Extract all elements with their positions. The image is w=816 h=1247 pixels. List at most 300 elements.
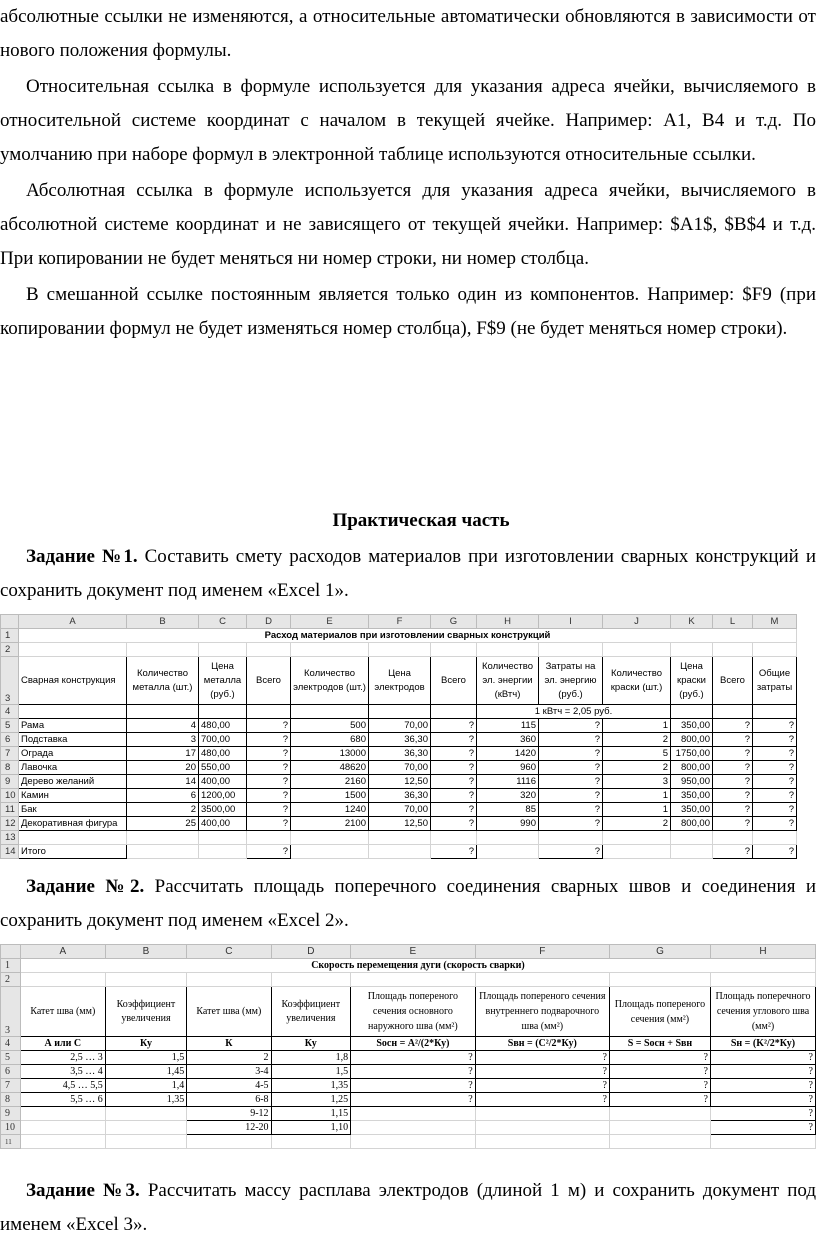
cell[interactable] [431,705,477,719]
table-cell[interactable]: 12,50 [369,817,431,831]
header-cell[interactable]: Площадь попереного сечения (мм²) [609,987,710,1037]
table-cell[interactable]: ? [609,1051,710,1065]
cell[interactable] [713,643,753,657]
header-cell[interactable]: Количество металла (шт.) [127,657,199,705]
table-cell[interactable]: ? [475,1093,609,1107]
table-cell[interactable]: ? [713,775,753,789]
table-cell[interactable]: 1420 [477,747,539,761]
table-cell[interactable]: ? [351,1079,476,1093]
table-cell[interactable]: ? [247,775,291,789]
table-cell[interactable]: 4,5 … 5,5 [20,1079,105,1093]
table-cell[interactable] [475,1107,609,1121]
cell[interactable] [20,973,105,987]
row-header[interactable]: 5 [1,1051,21,1065]
header-cell[interactable]: Всего [431,657,477,705]
cell[interactable] [539,831,603,845]
total-label[interactable]: Итого [19,845,127,859]
table-cell[interactable]: 350,00 [671,719,713,733]
table-cell[interactable]: ? [753,775,797,789]
cell[interactable] [351,1135,476,1149]
table-cell[interactable]: 14 [127,775,199,789]
sheet-title[interactable]: Расход материалов при изготовлении сварных конструкций [19,629,797,643]
formula-cell[interactable]: Ку [105,1037,186,1051]
cell[interactable] [710,1135,815,1149]
table-cell[interactable]: 2 [603,761,671,775]
table-cell[interactable]: 1 [603,789,671,803]
table-cell[interactable]: ? [539,747,603,761]
table-cell[interactable]: Подставка [19,733,127,747]
table-cell[interactable]: 800,00 [671,761,713,775]
formula-cell[interactable]: Sосн = A²/(2*Ку) [351,1037,476,1051]
column-header[interactable]: H [477,615,539,629]
table-cell[interactable]: 12-20 [187,1121,271,1135]
header-cell[interactable]: Цена краски (руб.) [671,657,713,705]
column-header[interactable]: A [19,615,127,629]
table-cell[interactable]: ? [710,1065,815,1079]
table-cell[interactable]: ? [713,817,753,831]
table-cell[interactable]: 3 [603,775,671,789]
column-header[interactable]: G [431,615,477,629]
table-cell[interactable]: 350,00 [671,789,713,803]
table-cell[interactable]: 800,00 [671,733,713,747]
table-cell[interactable]: 17 [127,747,199,761]
table-cell[interactable]: 350,00 [671,803,713,817]
table-cell[interactable]: ? [539,775,603,789]
header-cell[interactable]: Коэффициент увеличения [105,987,186,1037]
table-cell[interactable]: 2160 [291,775,369,789]
table-cell[interactable]: 36,30 [369,747,431,761]
row-header[interactable]: 6 [1,1065,21,1079]
table-cell[interactable]: ? [431,747,477,761]
cell[interactable] [291,831,369,845]
table-cell[interactable]: 115 [477,719,539,733]
table-cell[interactable]: ? [539,789,603,803]
total-value[interactable]: ? [713,845,753,859]
cell[interactable] [247,831,291,845]
cell[interactable] [753,705,797,719]
column-header[interactable]: B [105,945,186,959]
cell[interactable] [603,643,671,657]
table-cell[interactable]: 1 [603,719,671,733]
cell[interactable] [671,831,713,845]
table-cell[interactable]: 1,5 [105,1051,186,1065]
table-cell[interactable]: 550,00 [199,761,247,775]
cell[interactable] [431,831,477,845]
table-cell[interactable]: ? [431,761,477,775]
table-cell[interactable]: 48620 [291,761,369,775]
corner-cell[interactable] [1,615,19,629]
table-cell[interactable] [609,1121,710,1135]
table-cell[interactable]: 480,00 [199,719,247,733]
cell[interactable] [127,845,199,859]
table-cell[interactable]: ? [539,803,603,817]
row-header[interactable]: 3 [1,657,19,705]
table-cell[interactable]: ? [713,719,753,733]
cell[interactable] [475,973,609,987]
row-header[interactable]: 5 [1,719,19,733]
table-cell[interactable]: 1,25 [271,1093,351,1107]
table-cell[interactable]: 360 [477,733,539,747]
header-cell[interactable]: Затраты на эл. энергию (руб.) [539,657,603,705]
table-cell[interactable]: 960 [477,761,539,775]
header-cell[interactable]: Количество электродов (шт.) [291,657,369,705]
formula-cell[interactable]: Sвн = (C²/2*Ку) [475,1037,609,1051]
cell[interactable] [291,705,369,719]
table-cell[interactable]: 1,15 [271,1107,351,1121]
cell[interactable] [247,643,291,657]
header-cell[interactable]: Катет шва (мм) [187,987,271,1037]
table-cell[interactable]: ? [539,817,603,831]
cell[interactable] [19,705,127,719]
table-cell[interactable]: ? [431,775,477,789]
header-cell[interactable]: Всего [713,657,753,705]
column-header[interactable]: B [127,615,199,629]
cell[interactable] [753,643,797,657]
table-cell[interactable]: ? [710,1051,815,1065]
table-cell[interactable]: ? [475,1051,609,1065]
column-header[interactable]: J [603,615,671,629]
cell[interactable] [127,705,199,719]
total-value[interactable]: ? [539,845,603,859]
header-cell[interactable]: Всего [247,657,291,705]
cell[interactable] [369,643,431,657]
table-cell[interactable]: ? [431,803,477,817]
header-row [1,657,797,705]
table-cell[interactable]: 2 [603,817,671,831]
table-cell[interactable]: 320 [477,789,539,803]
table-cell[interactable]: ? [753,747,797,761]
table-cell[interactable]: 3 [127,733,199,747]
cell[interactable] [199,845,247,859]
column-header[interactable]: K [671,615,713,629]
row-header[interactable]: 13 [1,831,19,845]
table-cell[interactable]: 3500,00 [199,803,247,817]
table-cell[interactable]: 2100 [291,817,369,831]
table-cell[interactable]: 1116 [477,775,539,789]
table-cell[interactable]: 2 [127,803,199,817]
task-1 [0,540,816,608]
table-cell[interactable]: ? [247,733,291,747]
table-cell[interactable]: 1,35 [105,1093,186,1107]
total-value[interactable]: ? [753,845,797,859]
cell[interactable] [539,643,603,657]
header-cell[interactable]: Площадь попереного сечения основного наружного шва (мм²) [351,987,476,1037]
table-cell[interactable]: 12,50 [369,775,431,789]
cell[interactable] [603,831,671,845]
total-row [1,845,797,859]
header-cell[interactable]: Количество эл. энергии (кВтч) [477,657,539,705]
table-cell[interactable]: 6-8 [187,1093,271,1107]
table-cell[interactable]: 4 [127,719,199,733]
table-cell[interactable]: Рама [19,719,127,733]
table-cell[interactable]: 85 [477,803,539,817]
column-header[interactable]: E [351,945,476,959]
table-cell[interactable]: 1200,00 [199,789,247,803]
table-cell[interactable]: 1240 [291,803,369,817]
table-cell[interactable]: 680 [291,733,369,747]
row-header[interactable]: 10 [1,1121,21,1135]
column-header[interactable]: F [369,615,431,629]
table-cell[interactable] [351,1121,476,1135]
table-cell[interactable]: 6 [127,789,199,803]
table-cell[interactable]: ? [351,1051,476,1065]
table-cell[interactable]: 3,5 … 4 [20,1065,105,1079]
table-cell[interactable]: 400,00 [199,775,247,789]
cell[interactable] [199,643,247,657]
table-cell[interactable]: Лавочка [19,761,127,775]
column-header[interactable]: C [187,945,271,959]
table-cell[interactable]: ? [247,803,291,817]
cell[interactable] [187,973,271,987]
cell[interactable] [105,1135,186,1149]
cell[interactable] [477,643,539,657]
formula-cell[interactable]: Sн = (K²/2*Ку) [710,1037,815,1051]
table-cell[interactable]: 70,00 [369,761,431,775]
table-cell[interactable]: ? [753,803,797,817]
table-cell[interactable]: 950,00 [671,775,713,789]
row-header[interactable]: 4 [1,1037,21,1051]
table-cell[interactable]: 2 [603,733,671,747]
cell[interactable] [609,1135,710,1149]
cell[interactable] [671,643,713,657]
table-cell[interactable]: 5,5 … 6 [20,1093,105,1107]
formula-cell[interactable]: Ку [271,1037,351,1051]
cell[interactable] [475,1135,609,1149]
table-cell[interactable]: 1 [603,803,671,817]
table-cell[interactable] [351,1107,476,1121]
table-cell[interactable]: ? [475,1065,609,1079]
cell[interactable] [671,845,713,859]
header-cell[interactable]: Катет шва (мм) [20,987,105,1037]
cell[interactable] [199,831,247,845]
table-cell[interactable]: 1,4 [105,1079,186,1093]
table-cell[interactable]: 5 [603,747,671,761]
table-cell[interactable]: 2,5 … 3 [20,1051,105,1065]
header-cell[interactable]: Количество краски (шт.) [603,657,671,705]
row-header[interactable]: 11 [1,1135,21,1149]
header-cell[interactable]: Площадь поперечного сечения углового шва (мм²) [710,987,815,1037]
table-cell[interactable]: Ограда [19,747,127,761]
table-cell[interactable] [20,1107,105,1121]
table-cell[interactable]: ? [713,789,753,803]
table-cell[interactable]: 25 [127,817,199,831]
table-cell[interactable]: ? [753,719,797,733]
cell[interactable] [291,643,369,657]
table-cell[interactable]: ? [713,761,753,775]
table-cell[interactable] [105,1107,186,1121]
table-cell[interactable]: 1,5 [271,1065,351,1079]
table-cell[interactable]: 800,00 [671,817,713,831]
table-cell[interactable]: 70,00 [369,803,431,817]
header-cell[interactable]: Цена электродов [369,657,431,705]
table-cell[interactable]: ? [713,747,753,761]
formula-cell[interactable]: А или С [20,1037,105,1051]
row-header[interactable]: 14 [1,845,19,859]
table-cell[interactable]: ? [713,803,753,817]
table-cell[interactable]: 1,35 [271,1079,351,1093]
table-cell[interactable]: ? [710,1079,815,1093]
column-header[interactable]: E [291,615,369,629]
table-cell[interactable]: 480,00 [199,747,247,761]
row-header[interactable]: 2 [1,643,19,657]
cell[interactable] [713,831,753,845]
table-cell[interactable]: 990 [477,817,539,831]
table-cell[interactable]: ? [247,817,291,831]
column-header[interactable]: I [539,615,603,629]
table-cell[interactable]: 70,00 [369,719,431,733]
cell[interactable] [753,831,797,845]
column-header[interactable]: L [713,615,753,629]
total-value[interactable]: ? [431,845,477,859]
row-header[interactable]: 7 [1,747,19,761]
header-cell[interactable]: Цена металла (руб.) [199,657,247,705]
table-cell[interactable]: 1,10 [271,1121,351,1135]
cell[interactable] [713,705,753,719]
table-cell[interactable]: 9-12 [187,1107,271,1121]
table-cell[interactable]: ? [247,747,291,761]
table-cell[interactable]: ? [351,1093,476,1107]
cell[interactable] [431,643,477,657]
cell[interactable] [19,831,127,845]
row-header[interactable]: 8 [1,761,19,775]
cell[interactable] [351,973,476,987]
energy-rate-note[interactable]: 1 кВтч = 2,05 руб. [477,705,671,719]
corner-cell[interactable] [1,945,21,959]
table-cell[interactable]: ? [713,733,753,747]
table-cell[interactable]: 1500 [291,789,369,803]
table-cell[interactable]: 400,00 [199,817,247,831]
row-header[interactable]: 9 [1,1107,21,1121]
table-cell[interactable]: ? [609,1093,710,1107]
header-cell[interactable]: Общие затраты [753,657,797,705]
table-cell[interactable]: ? [431,733,477,747]
table-cell[interactable]: ? [539,719,603,733]
column-header[interactable]: D [271,945,351,959]
cell[interactable] [271,1135,351,1149]
cell[interactable] [477,845,539,859]
column-header[interactable]: D [247,615,291,629]
column-header[interactable]: G [609,945,710,959]
table-cell[interactable]: ? [475,1079,609,1093]
row-header[interactable]: 9 [1,775,19,789]
cell[interactable] [603,845,671,859]
table-cell[interactable]: ? [247,789,291,803]
cell[interactable] [247,705,291,719]
header-cell[interactable]: Площадь попереного сечения внутреннего подварочного шва (мм²) [475,987,609,1037]
table-cell[interactable]: ? [710,1107,815,1121]
table-cell[interactable]: ? [609,1065,710,1079]
table-cell[interactable]: 4-5 [187,1079,271,1093]
table-cell[interactable]: ? [247,761,291,775]
cell[interactable] [291,845,369,859]
cell[interactable] [19,643,127,657]
table-cell[interactable]: ? [710,1121,815,1135]
table-cell[interactable]: 36,30 [369,733,431,747]
table-cell[interactable]: ? [539,761,603,775]
table-cell[interactable]: 36,30 [369,789,431,803]
sheet-title[interactable]: Скорость перемещения дуги (скорость сварки) [20,959,815,973]
cell[interactable] [105,973,186,987]
column-header[interactable]: A [20,945,105,959]
table-cell[interactable]: ? [753,761,797,775]
table-cell[interactable]: 3-4 [187,1065,271,1079]
total-value[interactable]: ? [247,845,291,859]
table-cell[interactable]: 500 [291,719,369,733]
table-cell[interactable]: ? [351,1065,476,1079]
header-cell[interactable]: Коэффициент увеличения [271,987,351,1037]
row-header[interactable]: 1 [1,629,19,643]
cell[interactable] [609,973,710,987]
row-header[interactable]: 3 [1,987,21,1037]
row-header[interactable]: 4 [1,705,19,719]
table-cell[interactable]: 1,8 [271,1051,351,1065]
table-cell[interactable]: 2 [187,1051,271,1065]
row-header[interactable]: 2 [1,973,21,987]
table-cell[interactable]: ? [247,719,291,733]
table-cell[interactable] [475,1121,609,1135]
cell[interactable] [127,643,199,657]
table-cell[interactable]: Декоративная фигура [19,817,127,831]
row-header[interactable]: 7 [1,1079,21,1093]
formula-cell[interactable]: S = Sосн + Sвн [609,1037,710,1051]
row-header[interactable]: 1 [1,959,21,973]
column-header[interactable]: H [710,945,815,959]
column-header[interactable]: C [199,615,247,629]
cell[interactable] [271,973,351,987]
table-cell[interactable]: ? [431,789,477,803]
table-cell[interactable]: 20 [127,761,199,775]
table-cell[interactable]: ? [539,733,603,747]
table-cell[interactable]: ? [609,1079,710,1093]
table-cell[interactable]: 1750,00 [671,747,713,761]
table-cell[interactable] [20,1121,105,1135]
cell[interactable] [127,831,199,845]
table-cell[interactable]: 1,45 [105,1065,186,1079]
table-cell[interactable]: ? [431,817,477,831]
table-cell[interactable]: Камин [19,789,127,803]
table-cell[interactable] [105,1121,186,1135]
formula-cell[interactable]: К [187,1037,271,1051]
row-header[interactable]: 6 [1,733,19,747]
table-cell[interactable]: ? [753,817,797,831]
cell[interactable] [477,831,539,845]
header-cell[interactable]: Сварная конструкция [19,657,127,705]
row-header[interactable]: 10 [1,789,19,803]
table-cell[interactable]: ? [753,733,797,747]
table-cell[interactable]: ? [431,719,477,733]
table-cell[interactable]: 13000 [291,747,369,761]
table-cell[interactable]: ? [710,1093,815,1107]
table-cell[interactable]: Дерево желаний [19,775,127,789]
table-cell[interactable] [609,1107,710,1121]
cell[interactable] [710,973,815,987]
cell[interactable] [671,705,713,719]
cell[interactable] [369,845,431,859]
table-cell[interactable]: ? [753,789,797,803]
column-header[interactable]: M [753,615,797,629]
cell[interactable] [187,1135,271,1149]
row-header[interactable]: 11 [1,803,19,817]
cell[interactable] [369,705,431,719]
row-header[interactable]: 8 [1,1093,21,1107]
cell[interactable] [369,831,431,845]
column-header[interactable]: F [475,945,609,959]
table-cell[interactable]: Бак [19,803,127,817]
row-header[interactable]: 12 [1,817,19,831]
cell[interactable] [199,705,247,719]
cell[interactable] [20,1135,105,1149]
table-cell[interactable]: 700,00 [199,733,247,747]
